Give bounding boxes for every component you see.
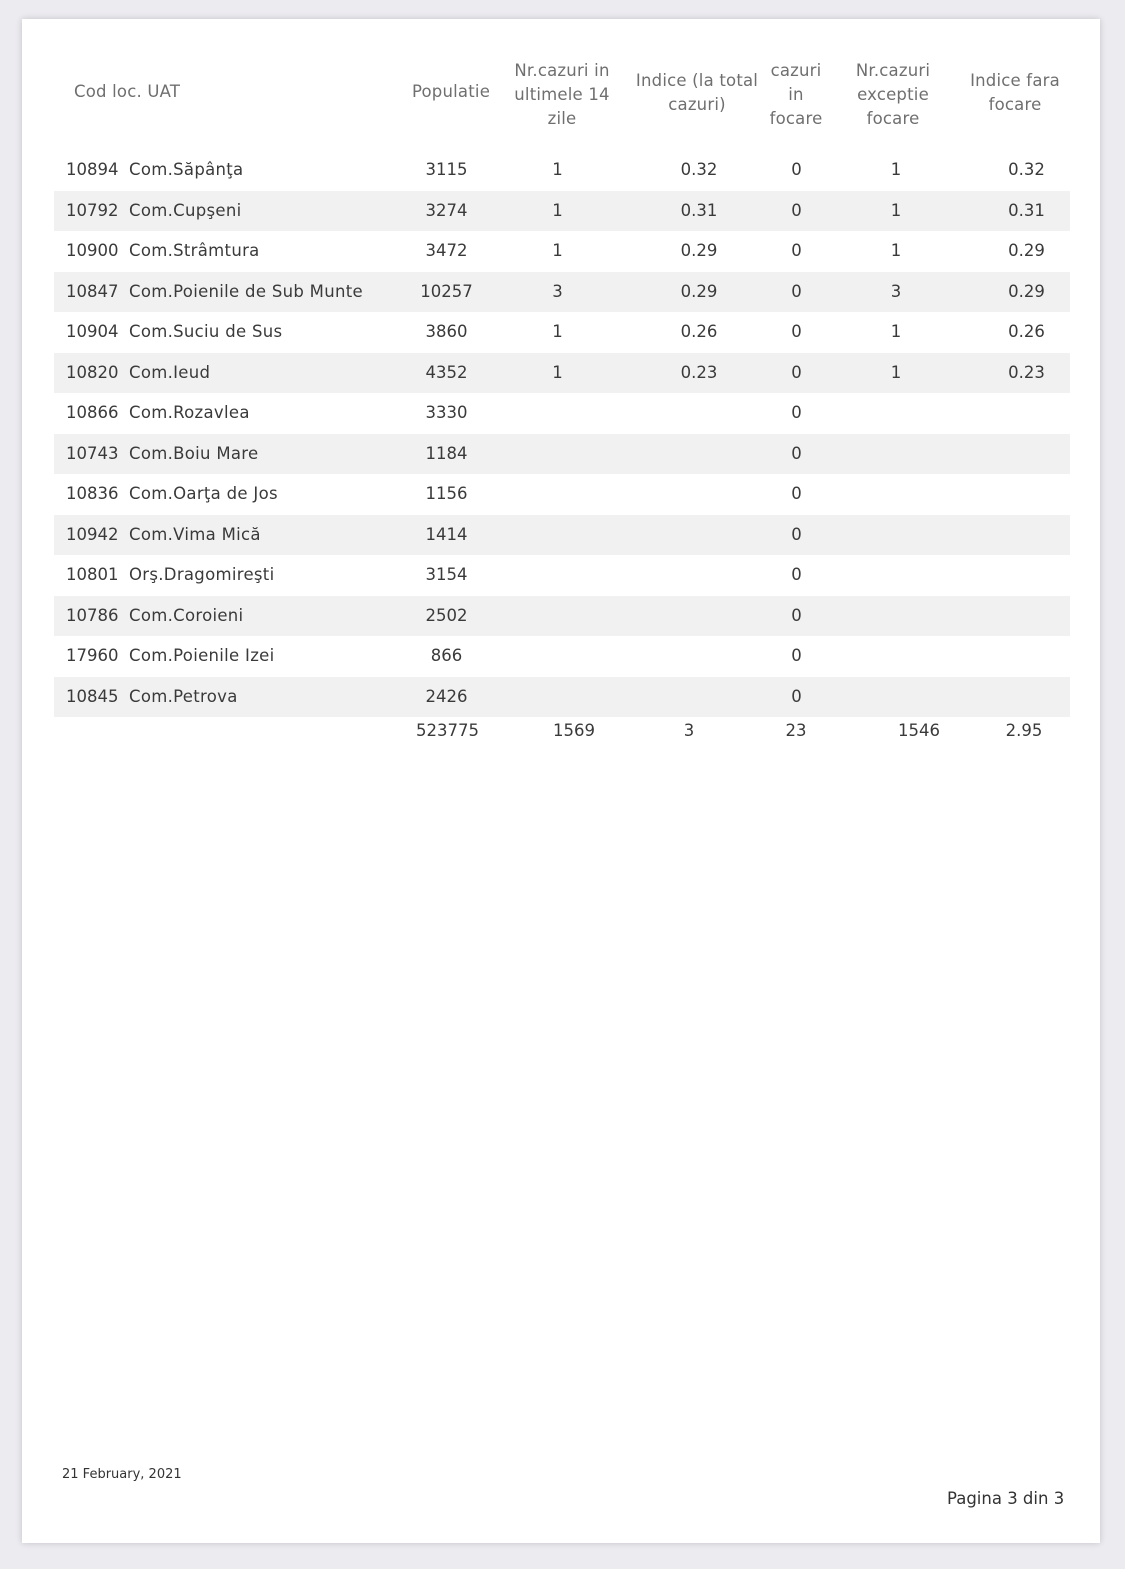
table-row xyxy=(54,231,1070,271)
header-nr-cazuri-line3: zile xyxy=(547,109,577,128)
header-focare-line1: cazuri xyxy=(770,61,822,80)
indice-fara-focare-cell: 0.26 xyxy=(1008,322,1045,341)
cod-uat-code-cell: 10845 xyxy=(66,686,119,706)
cazuri-focare-cell: 0 xyxy=(791,241,802,260)
cod-uat-code-cell: 10836 xyxy=(66,484,119,503)
cod-uat-code-cell: 10792 xyxy=(66,200,119,220)
table-row xyxy=(54,636,1070,676)
header-nr-cazuri-line2: ultimele 14 xyxy=(514,85,610,104)
header-cod-uat-label: Cod loc. UAT xyxy=(74,82,181,101)
report-date: 21 February, 2021 xyxy=(62,1467,182,1482)
cazuri-focare-cell: 0 xyxy=(791,686,802,706)
cazuri-focare-cell: 0 xyxy=(791,160,802,179)
cod-uat-code-cell: 10900 xyxy=(66,241,119,260)
table-row xyxy=(54,434,1070,474)
exceptie-focare-cell: 1 xyxy=(890,241,902,260)
cazuri-focare-cell: 0 xyxy=(791,200,802,220)
nr-cazuri-cell: 3 xyxy=(552,281,563,301)
cod-uat-code-cell: 10786 xyxy=(66,605,119,625)
total-exceptie-focare: 1546 xyxy=(898,721,940,740)
uat-name-cell: Com.Poienile de Sub Munte xyxy=(129,281,363,301)
header-nr-cazuri-line1: Nr.cazuri in xyxy=(514,61,610,80)
cod-uat-code-cell: 10847 xyxy=(66,281,119,301)
table-row xyxy=(54,677,1070,717)
uat-name-cell: Com.Poienile Izei xyxy=(129,646,275,665)
table-row xyxy=(54,596,1070,636)
populatie-cell: 3115 xyxy=(425,160,468,179)
header-indice-line1: Indice (la total xyxy=(635,71,759,90)
totals-row xyxy=(54,716,1070,746)
total-cazuri-focare: 23 xyxy=(785,721,807,740)
populatie-cell: 3330 xyxy=(425,403,468,422)
cazuri-focare-cell: 0 xyxy=(791,524,802,544)
cod-uat-code-cell: 17960 xyxy=(66,646,119,665)
populatie-cell: 3472 xyxy=(425,241,468,260)
cazuri-focare-cell: 0 xyxy=(791,281,802,301)
populatie-cell: 3274 xyxy=(425,200,468,220)
nr-cazuri-cell: 1 xyxy=(552,241,563,260)
cazuri-focare-cell: 0 xyxy=(791,605,802,625)
exceptie-focare-cell: 1 xyxy=(890,362,902,382)
header-exceptie-line1: Nr.cazuri xyxy=(855,61,931,80)
indice-fara-focare-cell: 0.31 xyxy=(1008,200,1045,220)
indice-cell: 0.29 xyxy=(680,241,718,260)
populatie-cell: 4352 xyxy=(425,362,468,382)
table-row xyxy=(54,150,1070,190)
total-populatie: 523775 xyxy=(416,721,479,740)
nr-cazuri-cell: 1 xyxy=(552,200,563,220)
cod-uat-code-cell: 10801 xyxy=(66,565,119,584)
document-page xyxy=(22,19,1100,1543)
total-nr-cazuri: 1569 xyxy=(553,721,595,740)
table-row xyxy=(54,191,1070,231)
uat-name-cell: Com.Petrova xyxy=(129,686,238,706)
uat-name-cell: Com.Rozavlea xyxy=(129,403,250,422)
populatie-cell: 3154 xyxy=(425,565,468,584)
table-row xyxy=(54,515,1070,555)
header-indice-fara xyxy=(960,69,1070,117)
indice-fara-focare-cell: 0.23 xyxy=(1008,362,1045,382)
exceptie-focare-cell: 1 xyxy=(890,160,902,179)
uat-name-cell: Orş.Dragomireşti xyxy=(129,565,275,584)
header-exceptie-line2: exceptie xyxy=(857,85,929,104)
uat-name-cell: Com.Vima Mică xyxy=(129,524,261,544)
exceptie-focare-cell: 1 xyxy=(890,322,902,341)
table-row xyxy=(54,474,1070,514)
indice-cell: 0.29 xyxy=(680,281,718,301)
cazuri-focare-cell: 0 xyxy=(791,322,802,341)
nr-cazuri-cell: 1 xyxy=(552,160,563,179)
cod-uat-code-cell: 10942 xyxy=(66,524,119,544)
indice-cell: 0.23 xyxy=(680,362,718,382)
nr-cazuri-cell: 1 xyxy=(552,322,563,341)
cod-uat-code-cell: 10743 xyxy=(66,443,119,463)
header-cod-uat xyxy=(74,80,180,104)
populatie-cell: 1156 xyxy=(425,484,468,503)
header-fara-line2: focare xyxy=(988,95,1042,114)
cod-uat-code-cell: 10866 xyxy=(66,403,119,422)
exceptie-focare-cell: 1 xyxy=(890,200,902,220)
uat-name-cell: Com.Ieud xyxy=(129,362,211,382)
populatie-cell: 2426 xyxy=(425,686,468,706)
indice-fara-focare-cell: 0.32 xyxy=(1008,160,1045,179)
indice-cell: 0.26 xyxy=(680,322,718,341)
table-row xyxy=(54,555,1070,595)
cod-uat-code-cell: 10894 xyxy=(66,160,119,179)
cod-uat-code-cell: 10904 xyxy=(66,322,119,341)
header-populatie-label: Populatie xyxy=(411,82,491,101)
header-focare-line2: in xyxy=(788,85,804,104)
header-cazuri-focare xyxy=(764,59,828,131)
indice-fara-focare-cell: 0.29 xyxy=(1008,281,1045,301)
cazuri-focare-cell: 0 xyxy=(791,646,802,665)
table-row xyxy=(54,393,1070,433)
header-exceptie-line3: focare xyxy=(866,109,920,128)
indice-cell: 0.31 xyxy=(680,200,718,220)
populatie-cell: 1414 xyxy=(425,524,468,544)
uat-name-cell: Com.Boiu Mare xyxy=(129,443,259,463)
header-indice xyxy=(632,69,762,117)
populatie-cell: 3860 xyxy=(425,322,468,341)
cazuri-focare-cell: 0 xyxy=(791,484,802,503)
uat-name-cell: Com.Săpânţa xyxy=(129,160,244,179)
header-focare-line3: focare xyxy=(769,109,823,128)
populatie-cell: 10257 xyxy=(420,281,473,301)
uat-name-cell: Com.Coroieni xyxy=(129,605,244,625)
header-nr-cazuri xyxy=(502,59,622,131)
header-populatie xyxy=(407,80,495,104)
cazuri-focare-cell: 0 xyxy=(791,443,802,463)
cazuri-focare-cell: 0 xyxy=(791,362,802,382)
table-row xyxy=(54,353,1070,393)
populatie-cell: 1184 xyxy=(425,443,468,463)
total-indice: 3 xyxy=(683,721,695,740)
cazuri-focare-cell: 0 xyxy=(791,565,802,584)
table-row xyxy=(54,312,1070,352)
uat-name-cell: Com.Strâmtura xyxy=(129,241,260,260)
header-fara-line1: Indice fara xyxy=(970,71,1060,90)
indice-cell: 0.32 xyxy=(680,160,718,179)
populatie-cell: 2502 xyxy=(425,605,468,625)
cod-uat-code-cell: 10820 xyxy=(66,362,119,382)
exceptie-focare-cell: 3 xyxy=(890,281,902,301)
header-indice-line2: cazuri) xyxy=(668,95,726,114)
nr-cazuri-cell: 1 xyxy=(552,362,563,382)
table-row xyxy=(54,272,1070,312)
uat-name-cell: Com.Suciu de Sus xyxy=(129,322,283,341)
page-number: Pagina 3 din 3 xyxy=(947,1489,1065,1508)
total-indice-fara-focare: 2.95 xyxy=(1005,721,1043,740)
uat-name-cell: Com.Oarţa de Jos xyxy=(129,484,278,503)
cazuri-focare-cell: 0 xyxy=(791,403,802,422)
indice-fara-focare-cell: 0.29 xyxy=(1008,241,1045,260)
header-exceptie xyxy=(848,59,938,131)
uat-name-cell: Com.Cupşeni xyxy=(129,200,242,220)
populatie-cell: 866 xyxy=(430,646,463,665)
